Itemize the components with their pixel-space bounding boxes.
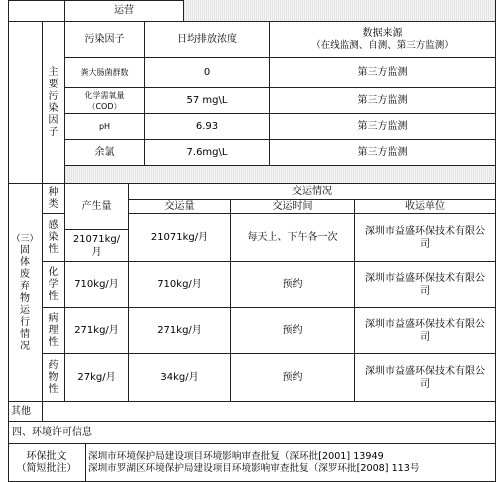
permit-section-title: [8, 422, 496, 444]
label-char: 主: [48, 66, 59, 78]
top-left-empty: [8, 0, 65, 22]
transport-header: [129, 184, 496, 200]
waste-amount: 271kg/月: [157, 325, 202, 336]
concentration-header: [145, 22, 270, 58]
waste-production: 27kg/月: [77, 372, 116, 383]
concentration-header-text: 日均排放浓度: [177, 34, 237, 45]
source-header: [270, 22, 496, 58]
permit-title-text: 四、环境许可信息: [12, 427, 92, 438]
waste-amount-cell: [129, 354, 231, 402]
pollutant-name: pH: [98, 122, 111, 131]
pollutant-shaded-row: [65, 166, 496, 184]
waste-production-cell: [65, 230, 129, 262]
waste-production-cell: [65, 354, 129, 402]
waste-production-cell: [65, 262, 129, 308]
waste-time-cell: [231, 308, 355, 354]
pollutant-source: 第三方监测: [357, 121, 408, 132]
waste-time: 预约: [282, 279, 303, 290]
label-char: 染: [48, 102, 59, 114]
unit-subheader: [355, 200, 496, 214]
transport-header-text: 交运情况: [292, 186, 332, 197]
label-char: 病: [48, 312, 59, 324]
pollutant-source: 第三方监测: [357, 95, 408, 106]
waste-production-cell: [65, 308, 129, 354]
pollutant-source: 第三方监测: [357, 147, 408, 158]
label-char: 物: [20, 292, 30, 304]
pollutant-name: 化学需氧量（COD）: [84, 90, 125, 111]
pollutant-source-cell: [270, 140, 496, 166]
label-char: 物: [48, 371, 59, 383]
waste-unit-cell: [355, 262, 496, 308]
waste-amount-cell: [129, 214, 231, 262]
pollutant-value-cell: [145, 88, 270, 114]
amount-subheader: [129, 200, 231, 214]
waste-unit: 深圳市益盛环保技术有限公司: [365, 272, 485, 297]
label-char: 要: [48, 78, 59, 90]
waste-amount-cell: [129, 308, 231, 354]
label-char: （三）: [11, 233, 39, 244]
waste-production: 21071kg/月: [72, 233, 121, 258]
pollutant-name-cell: [65, 114, 145, 140]
label-char: 化: [48, 266, 59, 278]
other-label-cell: [8, 402, 43, 422]
type-header: [43, 184, 65, 214]
time-subheader: [231, 200, 355, 214]
label-char: 体: [20, 256, 30, 268]
factor-header: [65, 22, 145, 58]
label-char: 运: [20, 304, 30, 316]
waste-amount: 34kg/月: [160, 372, 199, 383]
amount-subheader-text: 交运量: [164, 201, 195, 212]
permit-line2: 深圳市罗湖区环境保护局建设项目环境影响审查批复（深罗环批[2008] 113号: [88, 462, 420, 474]
top-operation-label: 运营: [114, 5, 134, 16]
pollutant-name-cell: [65, 88, 145, 114]
waste-amount: 21071kg/月: [150, 232, 209, 243]
waste-unit: 深圳市益盛环保技术有限公司: [365, 318, 485, 343]
source-header-line2: （在线监测、自测、第三方监测）: [311, 39, 454, 51]
waste-production: 710kg/月: [74, 279, 119, 290]
other-label: 其他: [11, 406, 31, 417]
label-char: 性: [48, 243, 59, 255]
pollutant-name-cell: [65, 140, 145, 166]
label-char: 学: [48, 278, 59, 290]
permit-label-line1: 环保批文: [26, 450, 67, 462]
waste-time: 预约: [282, 372, 303, 383]
pollutant-value-cell: [145, 114, 270, 140]
label-char: 性: [48, 290, 59, 302]
waste-type-cell: [43, 308, 65, 354]
waste-unit-cell: [355, 214, 496, 262]
pollutant-source-cell: [270, 88, 496, 114]
label-char: 子: [48, 126, 59, 138]
label-char: 情: [20, 328, 30, 340]
pollutant-name: 粪大肠菌群数: [80, 68, 129, 77]
label-char: 理: [48, 324, 59, 336]
permit-line1: 深圳市环境保护局建设项目环境影响审查批复（深环批[2001] 13949: [88, 450, 384, 462]
waste-time-cell: [231, 262, 355, 308]
pollutant-source-cell: [270, 58, 496, 88]
production-header: [65, 184, 129, 230]
solid-waste-section-label: [8, 184, 43, 402]
label-char: 性: [48, 336, 59, 348]
waste-time-cell: [231, 354, 355, 402]
label-char: 性: [48, 383, 59, 395]
pollutant-source: 第三方监测: [357, 67, 408, 78]
label-char: 况: [20, 340, 30, 352]
label-char: 固: [20, 244, 30, 256]
label-char: 染: [48, 231, 59, 243]
label-char: 药: [48, 359, 59, 371]
label-char: 种: [48, 186, 59, 198]
waste-production: 271kg/月: [74, 325, 119, 336]
waste-type-cell: [43, 214, 65, 262]
waste-unit: 深圳市益盛环保技术有限公司: [365, 365, 485, 390]
pollutant-section-label: [43, 22, 65, 184]
label-char: 因: [48, 114, 59, 126]
pollutant-value: 6.93: [195, 121, 219, 132]
label-char: 弃: [20, 280, 30, 292]
top-shaded-cell: [184, 0, 496, 22]
waste-amount-cell: [129, 262, 231, 308]
waste-unit-cell: [355, 308, 496, 354]
pollutant-value: 7.6mg\L: [186, 147, 228, 158]
label-char: 感: [48, 219, 59, 231]
pollutant-value-cell: [145, 58, 270, 88]
label-char: 废: [20, 268, 30, 280]
pollutant-name: 余氯: [94, 147, 115, 158]
pollutant-name-cell: [65, 58, 145, 88]
waste-time-cell: [231, 214, 355, 262]
pollutant-blank-column: [8, 22, 43, 184]
pollutant-value: 0: [203, 67, 211, 78]
pollutant-value-cell: [145, 140, 270, 166]
waste-time: 每天上、下午各一次: [247, 232, 338, 243]
permit-content-cell: [86, 444, 496, 482]
waste-time: 预约: [282, 325, 303, 336]
waste-unit: 深圳市益盛环保技术有限公司: [365, 225, 485, 250]
label-char: 行: [20, 316, 30, 328]
pollutant-value: 57 mg\L: [186, 95, 228, 106]
waste-amount: 710kg/月: [157, 279, 202, 290]
other-content-cell: [43, 402, 496, 422]
unit-subheader-text: 收运单位: [405, 201, 445, 212]
permit-label-line2: （简短批注）: [16, 462, 77, 474]
permit-label-cell: [8, 444, 86, 482]
label-char: 污: [48, 90, 59, 102]
waste-type-cell: [43, 354, 65, 402]
factor-header-text: 污染因子: [84, 34, 125, 45]
top-operation-cell: [65, 0, 184, 22]
label-char: 类: [48, 198, 59, 210]
time-subheader-text: 交运时间: [272, 201, 313, 212]
waste-type-cell: [43, 262, 65, 308]
pollutant-source-cell: [270, 114, 496, 140]
production-header-text: 产生量: [81, 201, 112, 212]
source-header-line1: 数据来源: [362, 27, 403, 39]
waste-unit-cell: [355, 354, 496, 402]
